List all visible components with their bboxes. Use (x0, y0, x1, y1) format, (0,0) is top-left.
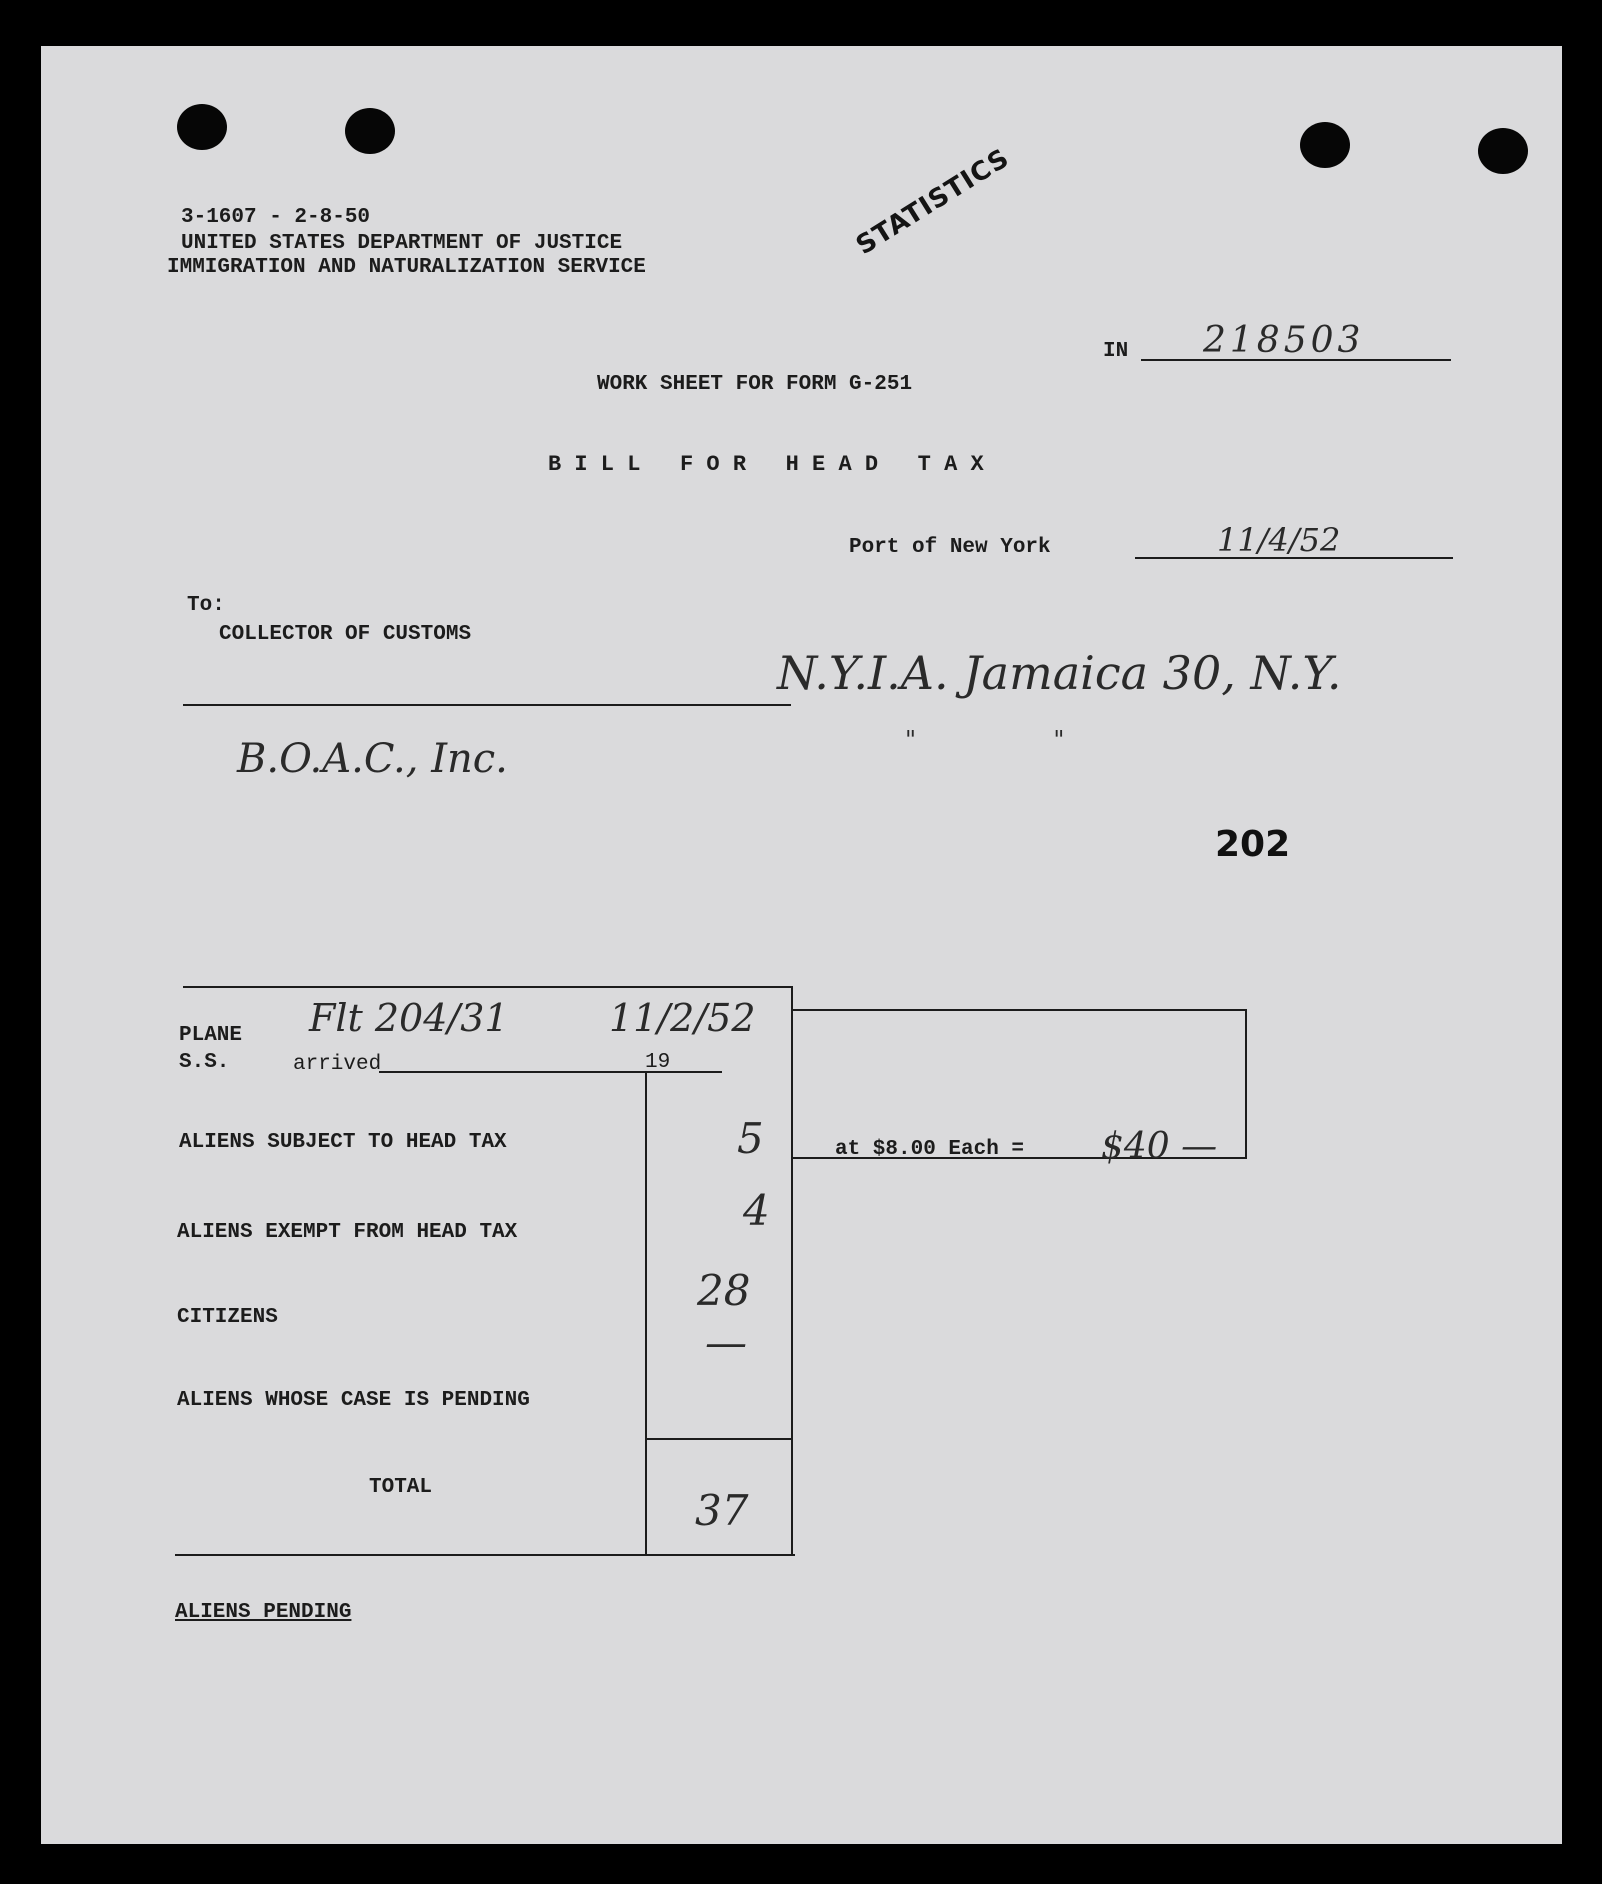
rate-box-right (1245, 1009, 1247, 1159)
total-label: TOTAL (369, 1476, 433, 1499)
total-value: 37 (695, 1486, 749, 1535)
ditto-marks: " " (905, 726, 1065, 754)
punch-hole (1300, 122, 1350, 168)
to-label: To: (187, 594, 225, 617)
arrival-date: 11/2/52 (609, 996, 756, 1040)
department-header: UNITED STATES DEPARTMENT OF JUSTICE (181, 232, 623, 255)
location: N.Y.I.A. Jamaica 30, N.Y. (777, 646, 1342, 700)
file-number: 202 (1215, 824, 1291, 865)
row-value-pending: — (705, 1318, 747, 1367)
document-page (41, 46, 1562, 1844)
service-header: IMMIGRATION AND NATURALIZATION SERVICE (167, 256, 646, 279)
form-code: 3-1607 - 2-8-50 (181, 206, 371, 229)
arrived-label: arrived (293, 1053, 382, 1076)
row-value-exempt: 4 (743, 1186, 770, 1235)
in-label: IN (1103, 340, 1129, 363)
bill-title: B I L L F O R H E A D T A X (548, 452, 984, 477)
value-column-left (645, 1071, 647, 1556)
flight-number: Flt 204/31 (309, 996, 509, 1040)
year-prefix: 19 (645, 1051, 671, 1074)
company: B.O.A.C., Inc. (237, 736, 508, 782)
row-label-pending: ALIENS WHOSE CASE IS PENDING (177, 1389, 530, 1412)
plane-label: PLANE (179, 1024, 243, 1047)
row-label-subject: ALIENS SUBJECT TO HEAD TAX (179, 1131, 507, 1154)
table-bottom-line (175, 1554, 795, 1556)
in-number: 218503 (1203, 320, 1365, 361)
rate-box-top (793, 1009, 1247, 1011)
amount: $40 — (1101, 1126, 1218, 1167)
collector-line (183, 704, 791, 706)
statistics-stamp: STATISTICS (851, 143, 1015, 261)
arrived-line (379, 1071, 722, 1073)
collector-label: COLLECTOR OF CUSTOMS (219, 623, 472, 646)
aliens-pending-label: ALIENS PENDING (175, 1601, 352, 1624)
table-right-border (791, 986, 793, 1556)
row-label-exempt: ALIENS EXEMPT FROM HEAD TAX (177, 1221, 518, 1244)
row-label-citizens: CITIZENS (177, 1306, 278, 1329)
total-divider (645, 1438, 793, 1440)
punch-hole (177, 104, 227, 150)
punch-hole (345, 108, 395, 154)
ss-label: S.S. (179, 1051, 230, 1074)
work-sheet-title: WORK SHEET FOR FORM G-251 (597, 373, 913, 396)
table-top-line (183, 986, 793, 988)
rate-text: at $8.00 Each = (835, 1138, 1025, 1161)
row-value-citizens: 28 (697, 1266, 751, 1315)
port-label: Port of New York (849, 536, 1051, 559)
punch-hole (1478, 128, 1528, 174)
port-date: 11/4/52 (1217, 521, 1341, 559)
row-value-subject: 5 (737, 1114, 764, 1163)
